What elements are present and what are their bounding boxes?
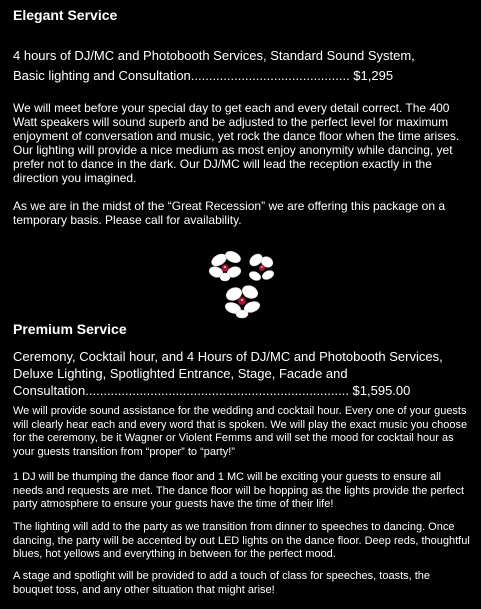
elegant-availability-note: As we are in the midst of the “Great Recession” we are offering this package on a temporary basis. Please call for availability. [13, 199, 445, 227]
premium-service-title: Premium Service [13, 321, 127, 337]
elegant-service-title: Elegant Service [13, 7, 118, 23]
elegant-service-line-1: 4 hours of DJ/MC and Photobooth Services, Standard Sound System, [13, 48, 415, 63]
premium-service-line-1: Ceremony, Cocktail hour, and 4 Hours of DJ/MC and Photobooth Services, [13, 349, 443, 364]
premium-stage-paragraph: A stage and spotlight will be provided to add a touch of class for speeches, toasts, the bouquet toss, and any other situation that might arise! [13, 570, 431, 596]
elegant-service-line-2: Basic lighting and Consultation............................................ $1,295 [13, 68, 394, 83]
premium-dj-paragraph: 1 DJ will be thumping the dance floor and 1 MC will be exciting your guests to ensure all needs and requests are met. The dance floor will be hopping as the lights provide the perfect party atmosphere to ensure your guests have the time of their life! [13, 471, 465, 510]
premium-service-line-3: Consultation......................................................................... $1,595.00 [13, 383, 411, 398]
elegant-description: We will meet before your special day to get each and every detail correct. The 400 Watt speakers will sound superb and be adjusted to the perfect level for maximum enjoyment of conversation and music, yet rock the dance floor when the time arises. Our lighting will provide a nice medium as most enjoy anonymity while dancing, yet prefer not to dance in the dark. Our DJ/MC will lead the reception exactly in the direction you imagined. [13, 101, 460, 185]
premium-lighting-paragraph: The lighting will add to the party as we transition from dinner to speeches to dancing. Once dancing, the party will be accented by out LED lights on the dance floor. Deep reds, thoughtful blues, hot yellows and everything in between for the perfect mood. [13, 521, 470, 560]
orchid-flowers-icon [205, 248, 275, 320]
premium-service-line-2: Deluxe Lighting, Spotlighted Entrance, Stage, Facade and [13, 366, 348, 381]
premium-sound-paragraph: We will provide sound assistance for the wedding and cocktail hour. Every one of your guests will clearly hear each and every word that is spoken. We will play the exact music you choose for the ceremony, be it Wagner or Violent Femms and will set the mood for cocktail hour as your guests transition from “proper” to “party!” [13, 405, 468, 458]
